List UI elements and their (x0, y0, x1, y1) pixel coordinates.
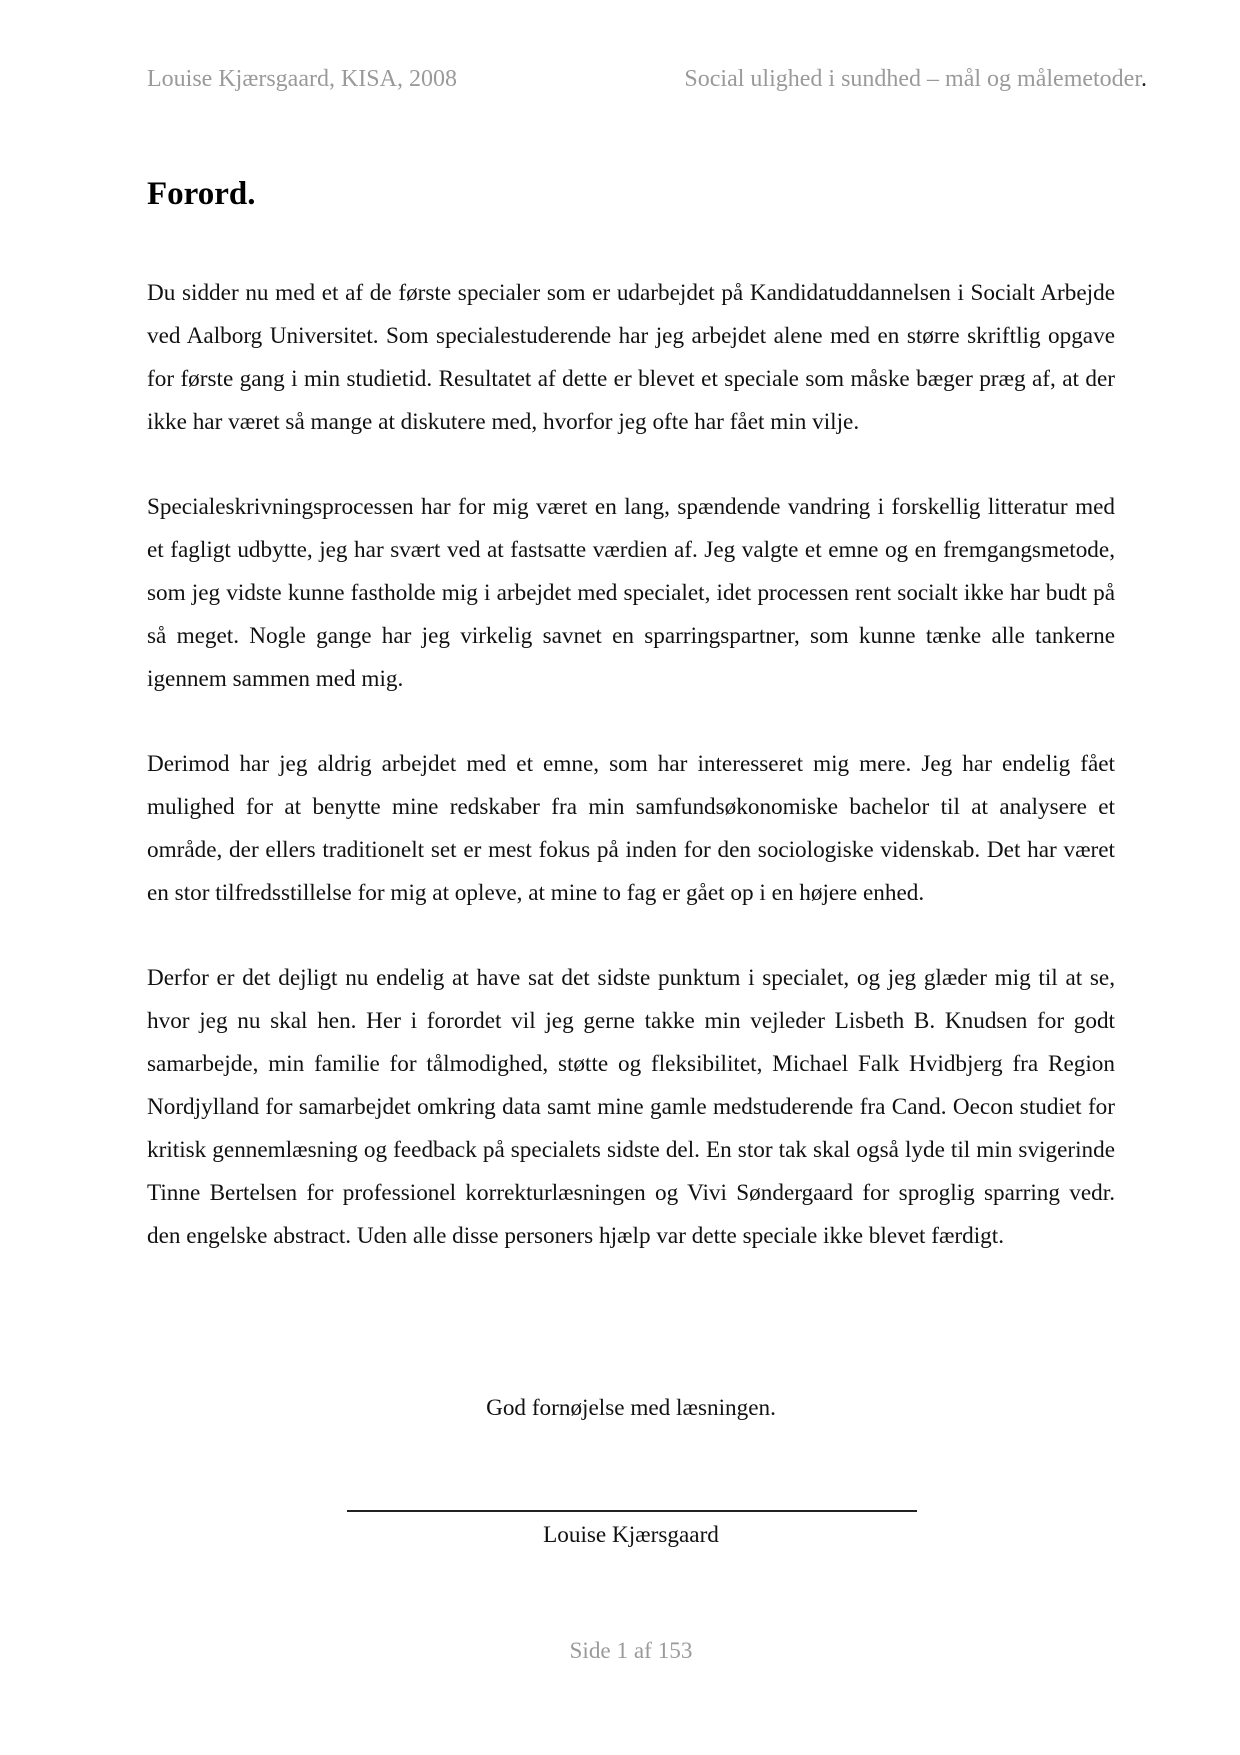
header-title-text: Social ulighed i sundhed – mål og målemetoder (684, 66, 1141, 92)
header-title (684, 66, 1147, 93)
paragraph-3: Derimod har jeg aldrig arbejdet med et emne, som har interesseret mig mere. Jeg har endelig fået mulighed for at benytte mine redskaber fra min samfundsøkonomiske bachelor til at analysere et område, der ellers traditionelt set er mest fokus på inden for den sociologiske videnskab. Det har været en stor tilfredsstillelse for mig at opleve, at mine to fag er gået op i en højere enhed. (147, 751, 1115, 906)
paragraph-2: Specialeskrivningsprocessen har for mig været en lang, spændende vandring i forskellig litteratur med et fagligt udbytte, jeg har svært ved at fastsatte værdien af. Jeg valgte et emne og en fremgangsmetode, som jeg vidste kunne fastholde mig i arbejdet med specialet, idet processen rent socialt ikke har budt på så meget. Nogle gange har jeg virkelig savnet en sparringspartner, som kunne tænke alle tankerne igennem sammen med mig. (147, 494, 1115, 692)
paragraph-1: Du sidder nu med et af de første specialer som er udarbejdet på Kandidatuddannelsen i Socialt Arbejde ved Aalborg Universitet. Som specialestuderende har jeg arbejdet alene med en større skriftlig opgave for første gang i min studietid. Resultatet af dette er blevet et speciale som måske bæger præg af, at der ikke har været så mange at diskutere med, hvorfor jeg ofte har fået min vilje. (147, 280, 1115, 435)
section-title: Forord. (147, 176, 256, 212)
page-number: Side 1 af 153 (569, 1638, 693, 1664)
closing-line: God fornøjelse med læsningen. (486, 1395, 776, 1421)
paragraph-4: Derfor er det dejligt nu endelig at have sat det sidste punktum i specialet, og jeg glæder mig til at se, hvor jeg nu skal hen. Her i forordet vil jeg gerne takke min vejleder Lisbeth B. Knudsen for godt samarbejde, min familie for tålmodighed, støtte og fleksibilitet, Michael Falk Hvidbjerg fra Region Nordjylland for samarbejdet omkring data samt mine gamle medstuderende fra Cand. Oecon studiet for kritisk gennemlæsning og feedback på specialets sidste del. En stor tak skal også lyde til min svigerinde Tinne Bertelsen for professionel korrekturlæsningen og Vivi Søndergaard for sproglig sparring vedr. den engelske abstract. Uden alle disse personers hjælp var dette speciale ikke blevet færdigt. (147, 965, 1115, 1249)
preface-body (147, 272, 1115, 1300)
header-author: Louise Kjærsgaard, KISA, 2008 (147, 66, 457, 92)
page-header (147, 66, 1147, 106)
signature-line (347, 1510, 917, 1512)
header-title-period: . (1141, 66, 1147, 92)
signature-name: Louise Kjærsgaard (543, 1522, 719, 1548)
